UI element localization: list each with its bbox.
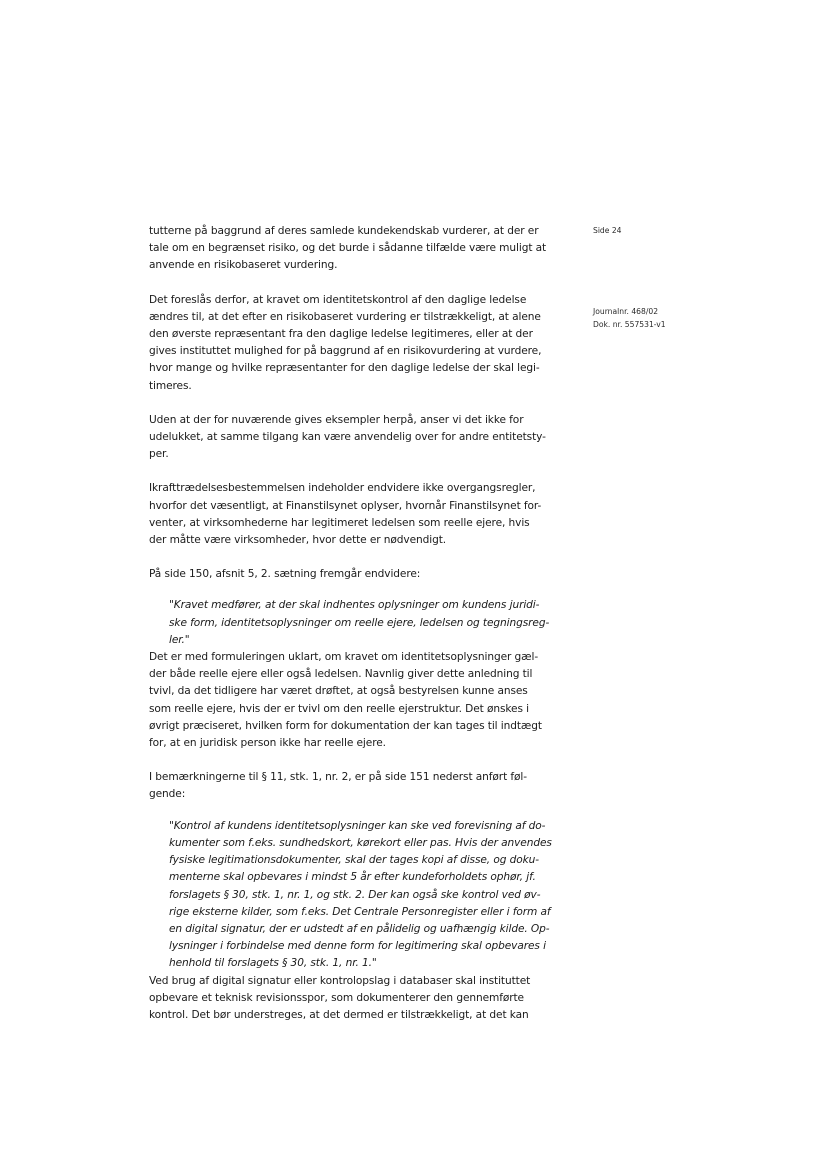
paragraph-7	[149, 769, 569, 803]
text-line: timeres.	[149, 379, 192, 392]
text-line: I bemærkningerne til § 11, stk. 1, nr. 2, er på side 151 nederst anført føl-	[149, 771, 527, 784]
text-line: hvorfor det væsentligt, at Finanstilsynet oplyser, hvornår Finanstilsynet for-	[149, 499, 542, 512]
quote-line: rige eksterne kilder, som f.eks. Det Centrale Personregister eller i form af	[169, 905, 551, 918]
text-line: venter, at virksomhederne har legitimeret ledelsen som reelle ejere, hvis	[149, 516, 530, 529]
text-line: Det foreslås derfor, at kravet om identitetskontrol af den daglige ledelse	[149, 293, 527, 306]
quote-line: ler."	[169, 633, 190, 646]
journal-number: Journalnr. 468/02	[593, 307, 659, 316]
text-line: opbevare et teknisk revisionsspor, som dokumenterer den gennemførte	[149, 991, 524, 1004]
text-line: kontrol. Det bør understreges, at det dermed er tilstrækkeligt, at det kan	[149, 1008, 529, 1021]
text-line: ændres til, at det efter en risikobaseret vurdering er tilstrækkeligt, at alene	[149, 310, 541, 323]
paragraph-4	[149, 480, 569, 549]
text-line: gives instituttet mulighed for på baggrund af en risikovurdering at vurdere,	[149, 345, 542, 358]
page-number	[593, 224, 622, 237]
paragraph-3	[149, 412, 569, 464]
quote-line: fysiske legitimationsdokumenter, skal der tages kopi af disse, og doku-	[169, 854, 539, 867]
quote-line: henhold til forslagets § 30, stk. 1, nr. 1."	[169, 957, 377, 970]
text-line: tale om en begrænset risiko, og det burde i sådanne tilfælde være muligt at	[149, 242, 547, 255]
text-line: Ikrafttrædelsesbestemmelsen indeholder endvidere ikke overgangsregler,	[149, 482, 536, 495]
text-line: gende:	[149, 788, 186, 801]
paragraph-6	[149, 649, 569, 752]
quote-line: "Kontrol af kundens identitetsoplysninger kan ske ved forevisning af do-	[169, 819, 546, 832]
document-reference	[593, 305, 666, 331]
text-line: tutterne på baggrund af deres samlede kundekendskab vurderer, at der er	[149, 225, 539, 237]
text-line: Det er med formuleringen uklart, om kravet om identitetsoplysninger gæl-	[149, 651, 539, 664]
body-text	[149, 223, 569, 1041]
text-line: øvrigt præciseret, hvilken form for dokumentation der kan tages til indtægt	[149, 719, 542, 732]
document-number: Dok. nr. 557531-v1	[593, 320, 666, 329]
text-line: per.	[149, 448, 169, 461]
paragraph-5	[149, 566, 569, 583]
text-line: Ved brug af digital signatur eller kontrolopslag i databaser skal instituttet	[149, 974, 531, 987]
quote-line: kumenter som f.eks. sundhedskort, kørekort eller pas. Hvis der anvendes	[169, 836, 552, 849]
page-number-label: Side 24	[593, 226, 622, 235]
paragraph-2	[149, 292, 569, 395]
quote-line: menterne skal opbevares i mindst 5 år efter kundeforholdets ophør, jf.	[169, 871, 536, 884]
text-line: udelukket, at samme tilgang kan være anvendelig over for andre entitetsty-	[149, 431, 546, 444]
quote-2	[149, 818, 569, 973]
paragraph-8	[149, 973, 569, 1025]
text-line: den øverste repræsentant fra den daglige ledelse legitimeres, eller at der	[149, 328, 533, 341]
text-line: hvor mange og hvilke repræsentanter for den daglige ledelse der skal legi-	[149, 362, 540, 375]
quote-line: lysninger i forbindelse med denne form for legitimering skal opbevares i	[169, 940, 546, 953]
paragraph-1	[149, 223, 569, 275]
text-line: På side 150, afsnit 5, 2. sætning fremgår endvidere:	[149, 568, 421, 581]
quote-1	[149, 597, 569, 649]
quote-line: en digital signatur, der er udstedt af en pålidelig og uafhængig kilde. Op-	[169, 922, 550, 935]
text-line: som reelle ejere, hvis der er tvivl om den reelle ejerstruktur. Det ønskes i	[149, 702, 529, 715]
text-line: tvivl, da det tidligere har været drøftet, at også bestyrelsen kunne anses	[149, 685, 528, 698]
quote-line: forslagets § 30, stk. 1, nr. 1, og stk. 2. Der kan også ske kontrol ved øv-	[169, 888, 541, 901]
quote-line: "Kravet medfører, at der skal indhentes oplysninger om kundens juridi-	[169, 599, 540, 612]
text-line: Uden at der for nuværende gives eksempler herpå, anser vi det ikke for	[149, 413, 524, 426]
text-line: for, at en juridisk person ikke har reelle ejere.	[149, 737, 386, 750]
text-line: anvende en risikobaseret vurdering.	[149, 259, 338, 272]
text-line: der både reelle ejere eller også ledelsen. Navnlig giver dette anledning til	[149, 668, 533, 681]
text-line: der måtte være virksomheder, hvor dette er nødvendigt.	[149, 534, 447, 547]
quote-line: ske form, identitetsoplysninger om reelle ejere, ledelsen og tegningsreg-	[169, 616, 550, 629]
